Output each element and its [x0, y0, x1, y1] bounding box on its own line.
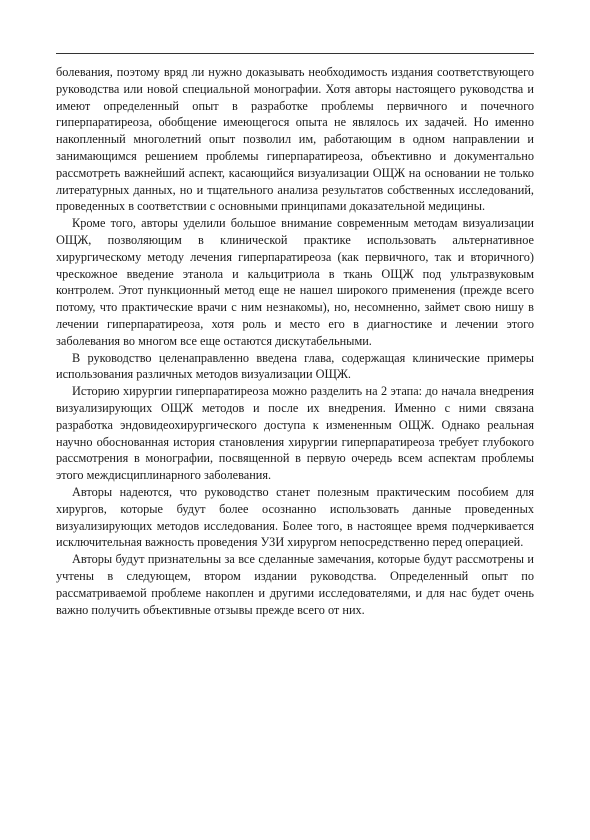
header-rule — [56, 53, 534, 54]
document-page — [56, 0, 534, 840]
paragraph-1: болевания, поэтому вряд ли нужно доказывать необходимость издания соответствующего руководства или новой специальной монографии. Хотя авторы настоящего руководства и имеют определенный опыт в разработке проблемы первичного и почечного гиперпаратиреоза, обобщение имеющегося опыта не являлось их задачей. Но именно накопленный многолетний опыт позволил им, работающим в одном направлении и занимающимся решением проблемы гиперпаратиреоза, объективно и документально рассмотреть важнейший аспект, касающийся визуализации ОЩЖ на основании не только литературных данных, но и тщательного анализа результатов собственных исследований, проведенных в соответствии с основными принципами доказательной медицины. — [56, 65, 534, 214]
paragraph-2: Кроме того, авторы уделили большое внимание современным методам визуализации ОЩЖ, позволяющим в клинической практике использовать альтернативное хирургическому методу лечения гиперпаратиреоза (как первичного, так и вторичного) чрескожное введение этанола и кальцитриола в ткань ОЩЖ под ультразвуковым контролем. Этот пункционный метод еще не нашел широкого применения (прежде всего потому, что практические врачи с ним незнакомы), но, несомненно, займет свою нишу в лечении гиперпаратиреоза, хотя роль и место его в диагностике и лечении этого заболевания во многом все еще остаются дискутабельными. — [56, 216, 534, 348]
paragraph-4: Историю хирургии гиперпаратиреоза можно разделить на 2 этапа: до начала внедрения визуализирующих ОЩЖ методов и после их внедрения. Именно с ними связана разработка эндовидеохирургического доступа к измененным ОЩЖ. Однако реальная научно обоснованная история становления хирургии гиперпаратиреоза требует глубокого рассмотрения в монографии, посвященной в первую очередь всем аспектам проблемы этого междисциплинарного заболевания. — [56, 384, 534, 483]
paragraph-5: Авторы надеются, что руководство станет полезным практическим пособием для хирургов, которые будут более осознанно использовать данные проведенных визуализирующих методов исследования. Более того, в настоящее время подчеркивается исключительная важность проведения УЗИ хирургом непосредственно перед операцией. — [56, 484, 534, 550]
paragraph-3: В руководство целенаправленно введена глава, содержащая клинические примеры использования различных методов визуализации ОЩЖ. — [56, 350, 534, 382]
body-text — [56, 64, 534, 618]
paragraph-6: Авторы будут признательны за все сделанные замечания, которые будут рассмотрены и учтены в следующем, втором издании руководства. Определенный опыт по рассматриваемой проблеме накоплен и другими исследователями, и для нас будет очень важно получить объективные отзывы прежде всего от них. — [56, 552, 534, 617]
